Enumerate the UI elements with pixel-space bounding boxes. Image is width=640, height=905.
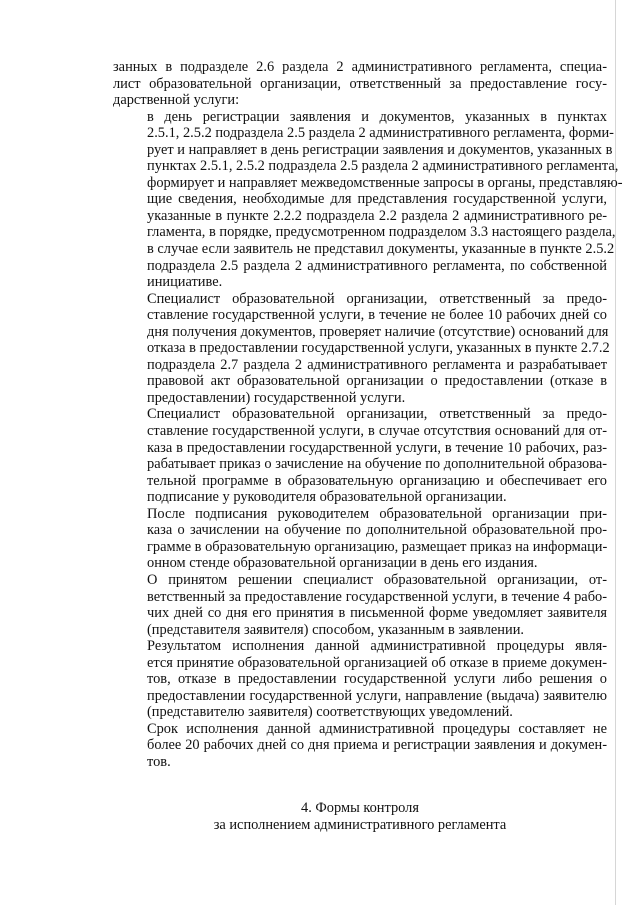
paragraph bbox=[113, 721, 607, 771]
text-line: Срок исполнения данной административной процедуры составляет не bbox=[147, 720, 607, 737]
text-line: дарственной услуги: bbox=[113, 92, 240, 109]
text-line: подписание у руководителя образовательной организации. bbox=[147, 489, 507, 506]
text-line: рабатывает приказ о зачисление на обучение по дополнительной образова- bbox=[147, 456, 607, 473]
section-heading-title: 4. Формы контроля bbox=[301, 800, 419, 816]
text-line: тов, отказе в предоставлении государственной услуги либо решения о bbox=[147, 671, 607, 688]
text-line: в случае если заявитель не представил документы, указанные в пункте 2.5.2 bbox=[147, 241, 615, 258]
text-line: каза в предоставлении государственной услуги, в течение 10 рабочих, раз- bbox=[147, 439, 607, 456]
text-line: рует и направляет в день регистрации заявления и документов, указанных в bbox=[147, 141, 613, 158]
text-line: Специалист образовательной организации, ответственный за предо- bbox=[147, 406, 607, 423]
paragraph bbox=[113, 59, 607, 109]
text-line: ставление государственной услуги, в течение не более 10 рабочих дней со bbox=[147, 307, 607, 324]
text-line: предоставлении) государственной услуги. bbox=[147, 389, 406, 406]
text-line: (представителю заявителя) соответствующих уведомлений. bbox=[147, 704, 513, 721]
text-line: чих дней со дня его принятия в письменной форме уведомляет заявителя bbox=[147, 605, 607, 622]
text-line: 2.5.1, 2.5.2 подраздела 2.5 раздела 2 административного регламента, форми- bbox=[147, 125, 614, 142]
text-line: пунктах 2.5.1, 2.5.2 подраздела 2.5 раздела 2 административного регламента, bbox=[147, 158, 619, 175]
text-line: в день регистрации заявления и документов, указанных в пунктах bbox=[147, 108, 607, 125]
text-line: щие сведения, необходимые для представления государственной услуги, bbox=[147, 191, 607, 208]
text-line: отказа в предоставлении государственной услуги, указанных в пункте 2.7.2 bbox=[147, 340, 610, 357]
text-line: О принятом решении специалист образовательной организации, от- bbox=[147, 571, 607, 588]
text-line: занных в подразделе 2.6 раздела 2 административного регламента, специа- bbox=[113, 59, 607, 75]
text-line: более 20 рабочих дней со дня приема и регистрации заявления и докумен- bbox=[147, 737, 607, 754]
text-line: подраздела 2.7 раздела 2 административного регламента и разрабатывает bbox=[147, 356, 607, 373]
section-heading-subtitle: за исполнением административного регламента bbox=[213, 817, 507, 833]
text-line: указанные в пункте 2.2.2 подраздела 2.2 раздела 2 административного ре- bbox=[147, 207, 607, 224]
text-line: онном стенде образовательной организации в день его издания. bbox=[147, 555, 538, 572]
text-line: гламента, в порядке, предусмотренном подразделом 3.3 настоящего раздела, bbox=[147, 224, 616, 241]
text-line: тельной программе в образовательную организацию и обеспечивает его bbox=[147, 472, 607, 489]
paragraph bbox=[113, 108, 623, 291]
text-line: Специалист образовательной организации, ответственный за предо- bbox=[147, 290, 607, 307]
text-line: каза о зачислении на обучение по дополнительной образовательной про- bbox=[147, 522, 607, 539]
text-line: ставление государственной услуги, в случае отсутствия оснований для от- bbox=[147, 423, 607, 440]
text-line: дня получения документов, проверяет наличие (отсутствие) оснований для bbox=[147, 323, 609, 340]
text-line: (представителя заявителя) способом, указанным в заявлении. bbox=[147, 621, 525, 638]
paragraph bbox=[113, 638, 607, 721]
text-line: инициативе. bbox=[147, 274, 223, 291]
text-line: ветственный за предоставление государственной услуги, в течение 4 рабо- bbox=[147, 588, 607, 605]
text-line: После подписания руководителем образовательной организации при- bbox=[147, 505, 607, 522]
section-heading bbox=[113, 800, 607, 834]
text-line: подраздела 2.5 раздела 2 административного регламента, по собственной bbox=[147, 257, 607, 274]
text-line: правовой акт образовательной организации о предоставлении (отказе в bbox=[147, 373, 607, 390]
text-line: Результатом исполнения данной административной процедуры явля- bbox=[147, 638, 607, 655]
text-line: формирует и направляет межведомственные запросы в органы, представляю- bbox=[147, 174, 623, 191]
text-line: ется принятие образовательной организацией об отказе в приеме докумен- bbox=[147, 654, 607, 671]
text-line: тов. bbox=[147, 753, 171, 770]
text-line: предоставлении государственной услуги, направление (выдача) заявителю bbox=[147, 687, 607, 704]
paragraph bbox=[113, 290, 610, 407]
text-line: лист образовательной организации, ответственный за предоставление госу- bbox=[113, 75, 607, 92]
paragraph bbox=[113, 572, 607, 638]
paragraph bbox=[113, 506, 607, 572]
page-edge-line bbox=[615, 0, 616, 905]
paragraph bbox=[113, 406, 607, 505]
text-line: грамме в образовательную организацию, размещает приказ на информаци- bbox=[147, 538, 608, 555]
document-body bbox=[113, 59, 623, 771]
